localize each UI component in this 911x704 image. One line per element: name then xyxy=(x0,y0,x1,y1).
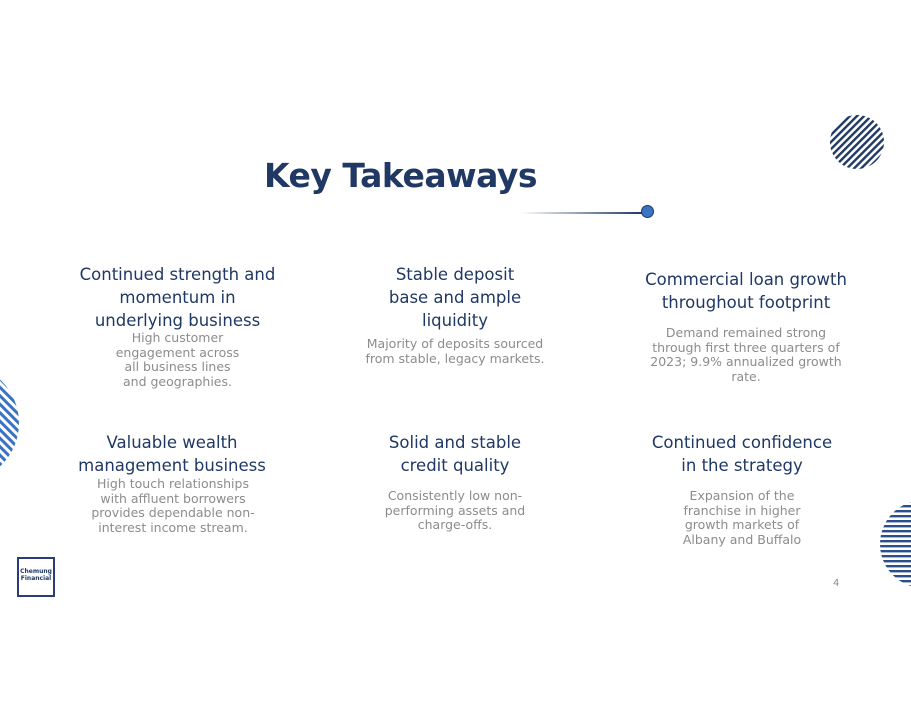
logo-line-2: Financial xyxy=(20,575,52,582)
takeaway-heading: Stable deposit base and ample liquidity xyxy=(388,265,522,330)
takeaway-body: High customer engagement across all business lines and geographies. xyxy=(115,330,240,389)
page-title: Key Takeaways xyxy=(264,156,538,195)
takeaway-credit xyxy=(370,431,540,533)
takeaway-body: Majority of deposits sourced from stable, legacy markets. xyxy=(365,336,545,366)
takeaway-body: Demand remained strong through first three quarters of 2023; 9.9% annualized growth rate. xyxy=(650,325,842,384)
striped-circle-bottom-right xyxy=(880,500,911,588)
takeaway-heading: Valuable wealth management business xyxy=(78,433,266,475)
title-underline xyxy=(520,212,642,214)
title-underline-dot xyxy=(641,205,654,218)
takeaway-loan-growth xyxy=(640,268,852,384)
takeaway-heading: Solid and stable credit quality xyxy=(388,433,522,475)
takeaway-heading: Continued strength and momentum in underlying business xyxy=(79,265,276,330)
takeaway-strategy xyxy=(643,431,841,547)
company-logo xyxy=(17,557,55,597)
striped-circle-top-right xyxy=(829,114,885,170)
page-number: 4 xyxy=(833,578,840,589)
takeaway-heading: Continued confidence in the strategy xyxy=(651,433,833,475)
takeaway-body: Consistently low non-performing assets and charge-offs. xyxy=(384,488,526,532)
takeaway-body: Expansion of the franchise in higher growth markets of Albany and Buffalo xyxy=(682,488,802,547)
logo-line-1: Chemung xyxy=(20,568,52,575)
takeaway-deposit xyxy=(356,263,554,366)
takeaway-strength xyxy=(70,263,285,389)
takeaway-heading: Commercial loan growth throughout footprint xyxy=(645,270,847,312)
takeaway-body: High touch relationships with affluent borrowers provides dependable non-interest income stream. xyxy=(91,476,255,535)
striped-circle-left xyxy=(0,364,20,482)
takeaway-wealth xyxy=(72,431,272,535)
